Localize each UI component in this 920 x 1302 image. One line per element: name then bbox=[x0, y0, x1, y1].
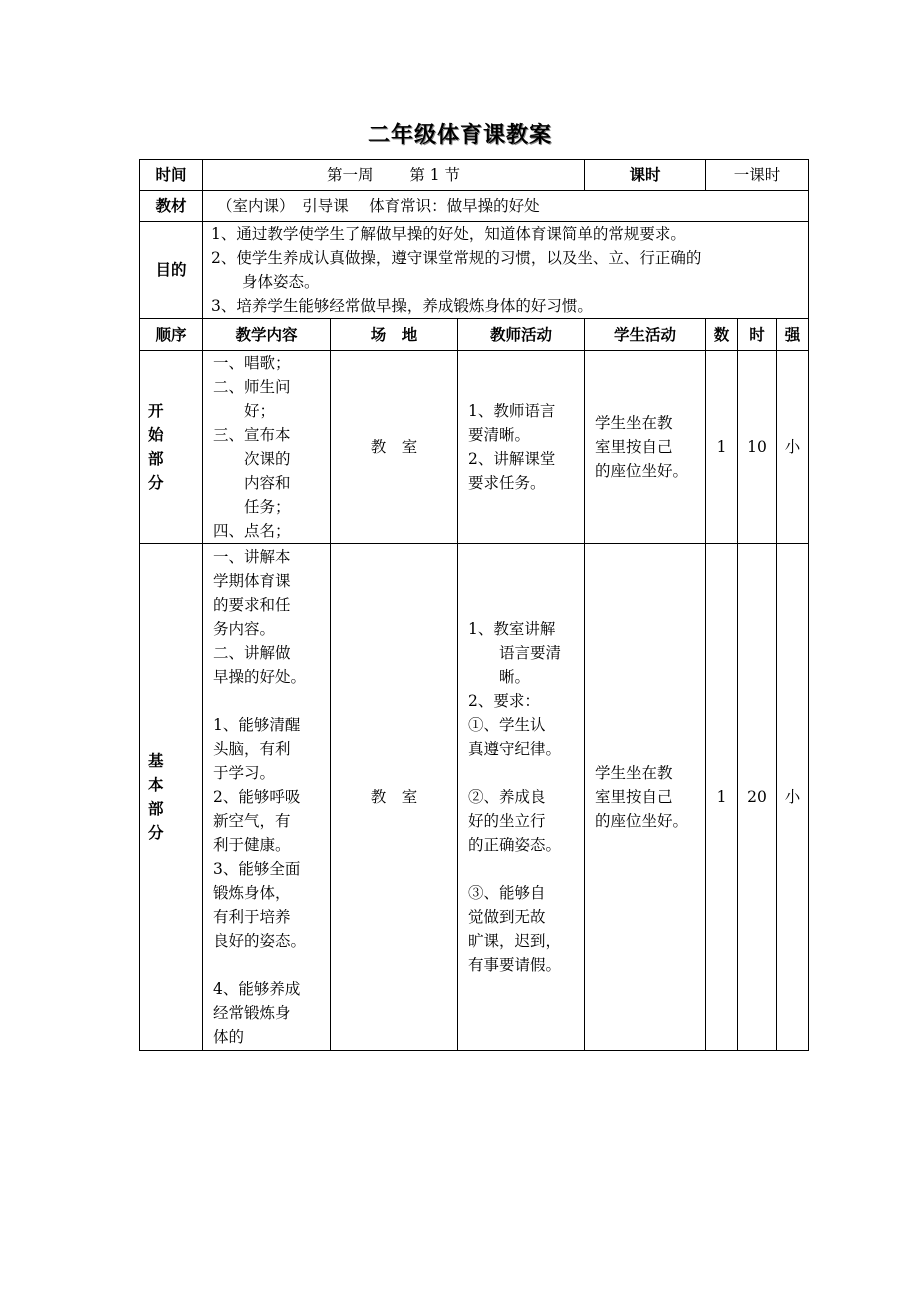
time-label: 时间 bbox=[140, 160, 203, 191]
goal-content bbox=[203, 222, 809, 319]
header-teacher: 教师活动 bbox=[458, 319, 585, 351]
section-time: 20 bbox=[738, 544, 777, 1051]
period-value: 一课时 bbox=[706, 160, 809, 191]
material-label: 教材 bbox=[140, 191, 203, 222]
goal-item: 1、通过教学使学生了解做早操的好处，知道体育课简单的常规要求。 bbox=[211, 225, 686, 243]
time-value bbox=[203, 160, 585, 191]
goal-item: 3、培养学生能够经常做早操，养成锻炼身体的好习惯。 bbox=[211, 297, 593, 315]
section-content: 一、讲解本 学期体育课 的要求和任 务内容。 二、讲解做 早操的好处。 1、能够清醒 头脑，有利 于学习。 2、能够呼吸 新空气，有 利于健康。 3、能够全面 锻炼身体， 有利于培养 良好的姿态。 4、能够养成 经常锻炼身 体的 bbox=[203, 544, 331, 1051]
section-name: 基 本 部 分 bbox=[140, 544, 203, 1051]
header-row bbox=[140, 319, 809, 351]
lesson-text: 第 1 节 bbox=[409, 166, 461, 184]
goal-label: 目的 bbox=[140, 222, 203, 319]
goal-item: 2、使学生养成认真做操，遵守课堂常规的习惯，以及坐、立、行正确的 bbox=[211, 249, 702, 267]
lesson-plan-table bbox=[139, 159, 809, 1051]
header-time: 时 bbox=[738, 319, 777, 351]
header-count: 数 bbox=[706, 319, 738, 351]
section-name: 开 始 部 分 bbox=[140, 351, 203, 544]
time-row bbox=[140, 160, 809, 191]
section-student: 学生坐在教 室里按自己 的座位坐好。 bbox=[585, 544, 706, 1051]
material-value: （室内课） 引导课 体育常识：做早操的好处 bbox=[203, 191, 809, 222]
header-student: 学生活动 bbox=[585, 319, 706, 351]
goal-item: 身体姿态。 bbox=[242, 273, 320, 291]
header-content: 教学内容 bbox=[203, 319, 331, 351]
material-row bbox=[140, 191, 809, 222]
section-venue: 教 室 bbox=[331, 544, 458, 1051]
section-teacher: 1、教室讲解 语言要清 晰。 2、要求： ①、学生认 真遵守纪律。 ②、养成良 好的坐立行 的正确姿态。 ③、能够自 觉做到无故 旷课，迟到， 有事要请假。 bbox=[458, 544, 585, 1051]
section-teacher: 1、教师语言 要清晰。 2、讲解课堂 要求任务。 bbox=[458, 351, 585, 544]
section-intensity: 小 bbox=[777, 544, 809, 1051]
section-row bbox=[140, 544, 809, 1051]
section-student: 学生坐在教 室里按自己 的座位坐好。 bbox=[585, 351, 706, 544]
goal-row bbox=[140, 222, 809, 319]
section-count: 1 bbox=[706, 351, 738, 544]
section-count: 1 bbox=[706, 544, 738, 1051]
document-title: 二年级体育课教案 bbox=[367, 123, 552, 148]
header-venue: 场 地 bbox=[331, 319, 458, 351]
header-intensity: 强 bbox=[777, 319, 809, 351]
section-venue: 教 室 bbox=[331, 351, 458, 544]
period-label: 课时 bbox=[585, 160, 706, 191]
section-time: 10 bbox=[738, 351, 777, 544]
section-intensity: 小 bbox=[777, 351, 809, 544]
section-content: 一、唱歌； 二、师生问 好； 三、宣布本 次课的 内容和 任务； 四、点名； bbox=[203, 351, 331, 544]
week-text: 第一周 bbox=[326, 166, 374, 184]
section-row bbox=[140, 351, 809, 544]
header-order: 顺序 bbox=[140, 319, 203, 351]
